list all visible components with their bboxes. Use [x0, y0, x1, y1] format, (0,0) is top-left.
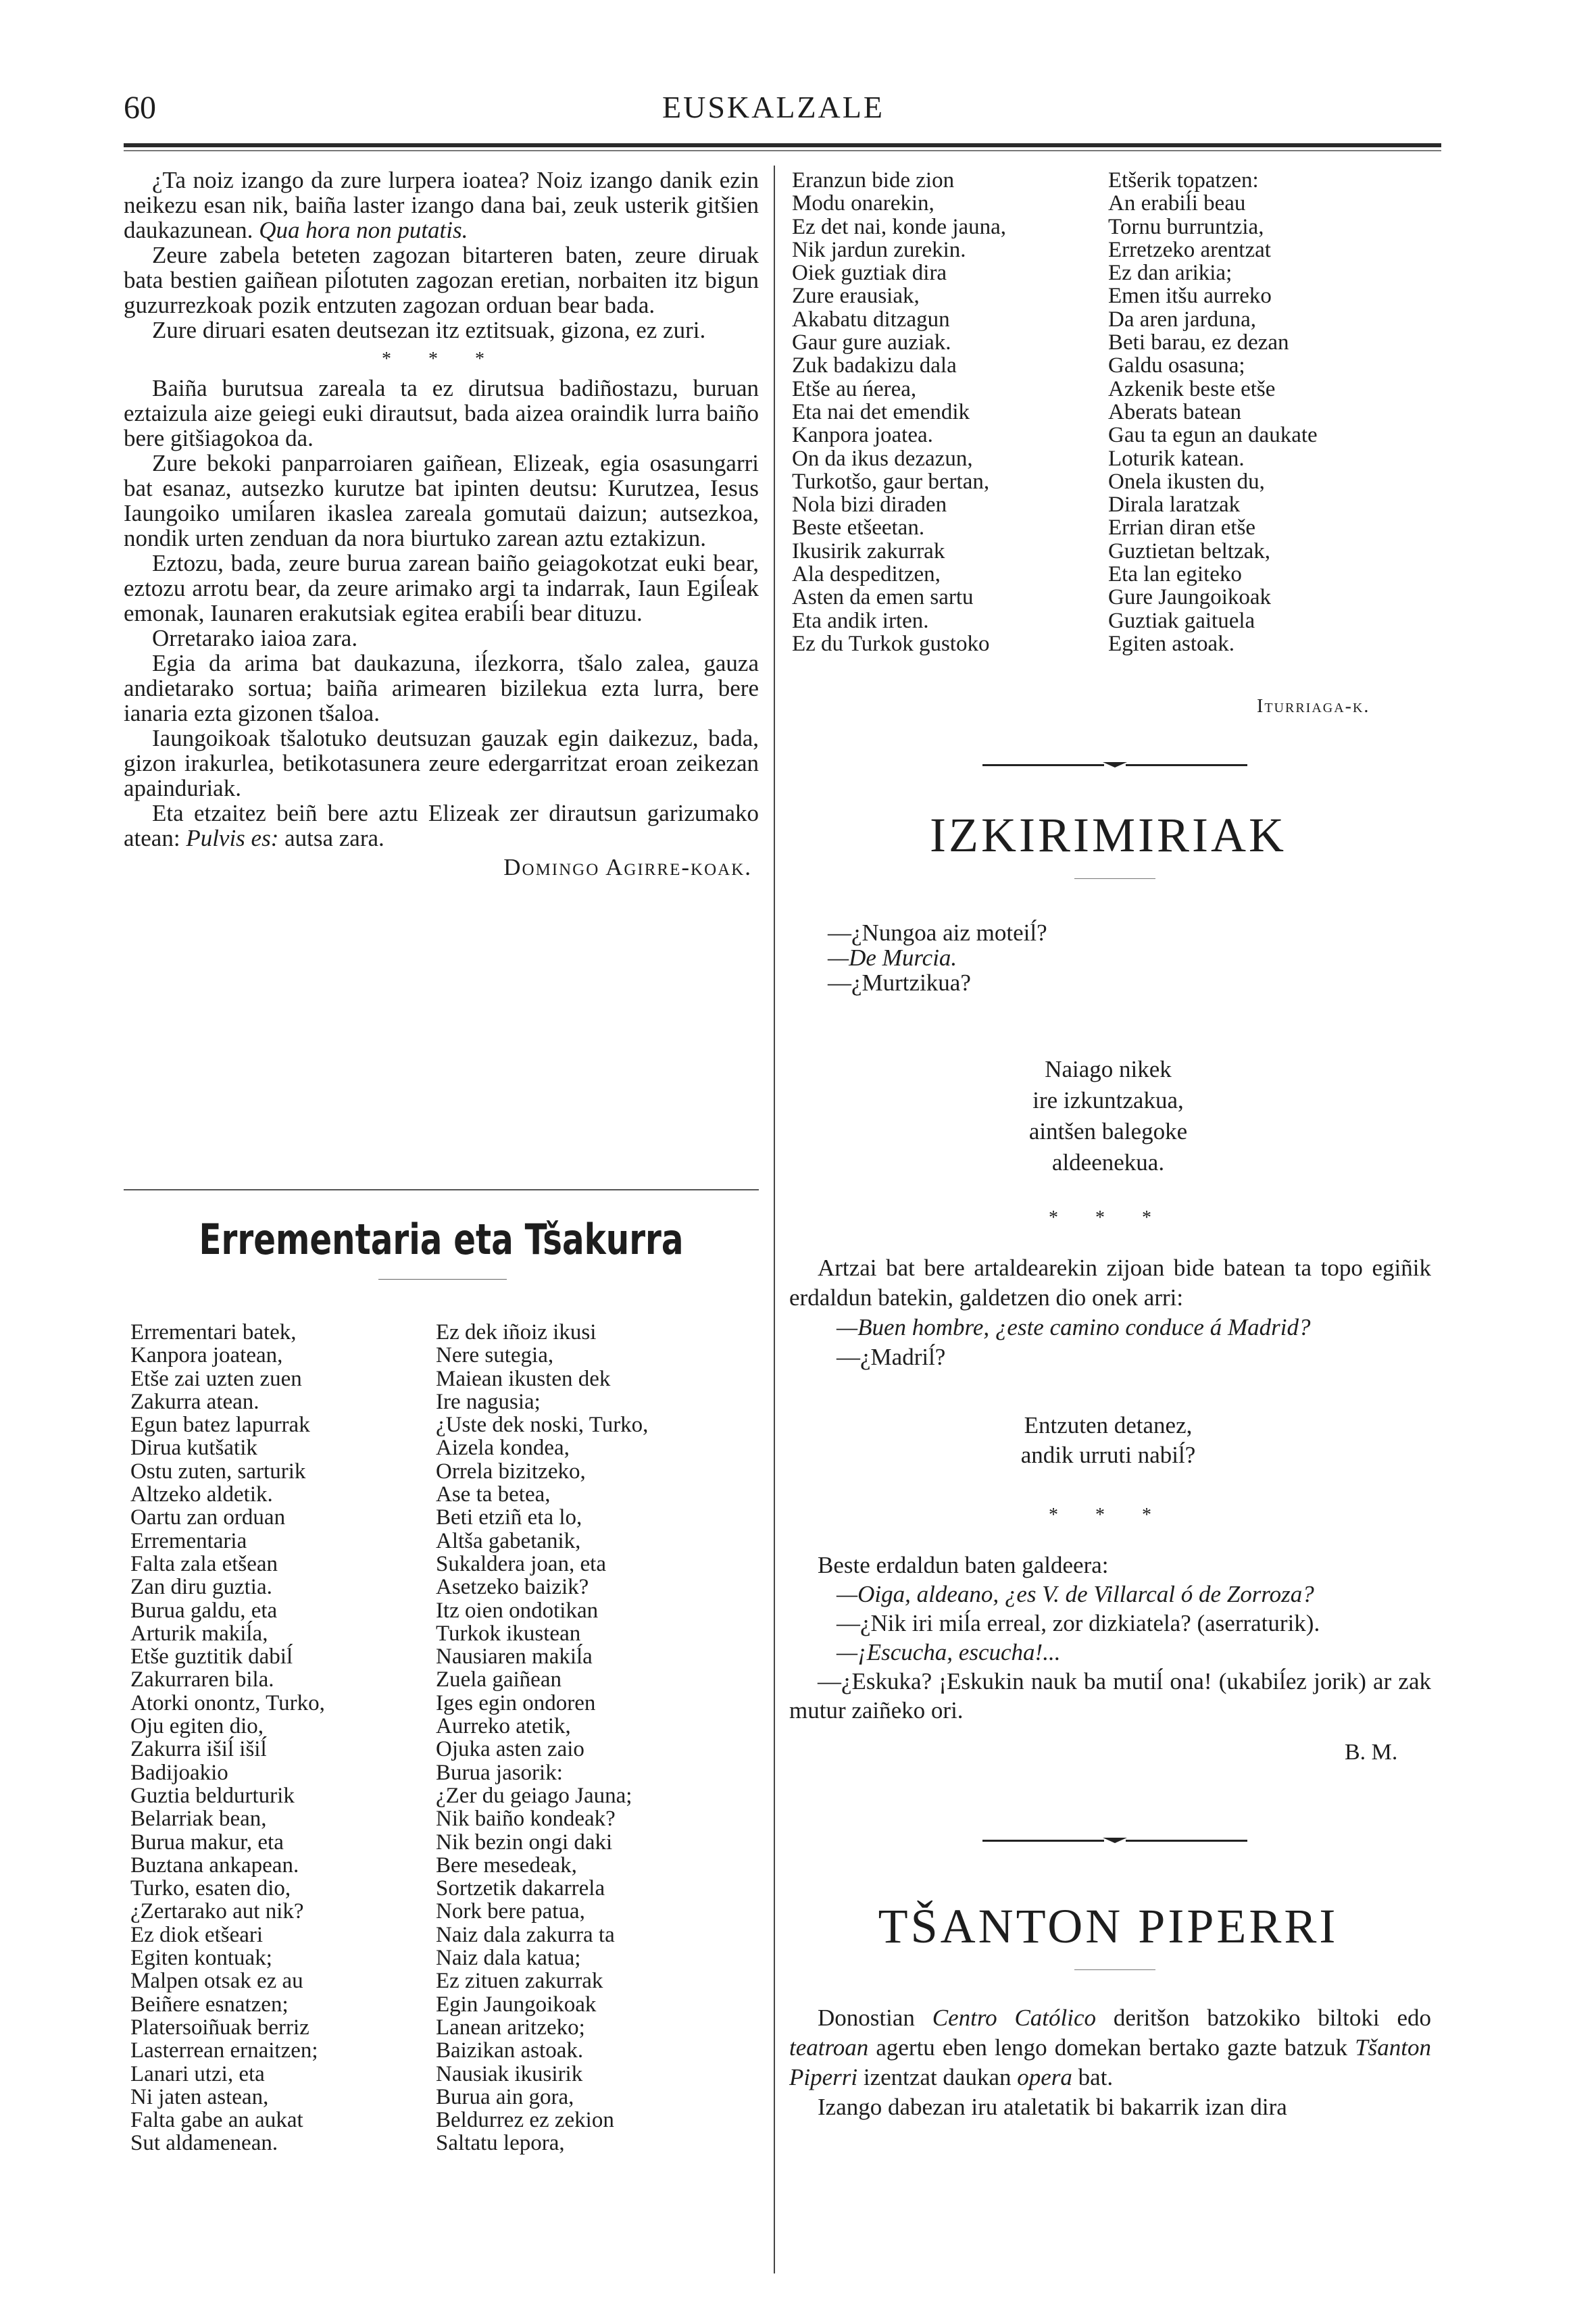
- verse-line: Burua jasorik:: [436, 1760, 563, 1785]
- verse-line: Bere mesedeak,: [436, 1853, 577, 1878]
- verse-line: Asetzeko baizik?: [436, 1575, 589, 1600]
- paragraph: Baiña burutsua zareala ta ez dirutsua badiñostazu, buruan eztaizula aize geiegi euki dirautsut, bada aizea oraindik lurra baiño bere gitšiagokoa da.: [124, 375, 759, 451]
- verse-line: Oiek guztiak dira: [792, 261, 947, 286]
- verse-line: ¿Zertarako aut nik?: [130, 1899, 304, 1924]
- verse-line: Oartu zan orduan: [130, 1505, 286, 1530]
- izkirimiriak-body-2: [789, 1551, 1431, 1725]
- verse-line: Altzeko aldetik.: [130, 1482, 273, 1507]
- verse-line: Onela ikusten du,: [1108, 469, 1265, 494]
- verse-line: Eranzun bide zion: [792, 168, 955, 193]
- verse-block-2: [784, 1411, 1432, 1470]
- paragraph: Beste erdaldun baten galdeera:: [818, 1552, 1109, 1578]
- verse-line: Beti barau, ez dezan: [1108, 330, 1289, 355]
- dialog-line: —¿Nungoa aiz moteiĺ?: [828, 920, 1047, 946]
- verse-line: Dirala laratzak: [1108, 493, 1241, 518]
- verse-line: Oju egiten dio,: [130, 1714, 264, 1739]
- verse-line: Falta gabe an aukat: [130, 2108, 303, 2133]
- izkirimiriak-title: IZKIRIMIRIAK: [930, 808, 1287, 862]
- verse-line: Beiñere esnatzen;: [130, 1992, 289, 2017]
- verse-line: aintšen balegoke: [1028, 1118, 1188, 1145]
- verse-line: Zakurra išiĺ išiĺ: [130, 1737, 267, 1762]
- verse-line: Lasterrean ernaitzen;: [130, 2038, 318, 2063]
- izkirimiriak-signature: B. M.: [1345, 1740, 1398, 1765]
- verse-line: Nausiak ikusirik: [436, 2061, 583, 2086]
- verse-line: aldeenekua.: [1051, 1149, 1165, 1176]
- verse-line: Baizikan astoak.: [436, 2038, 584, 2063]
- article-signature: Domingo Agirre-koak.: [503, 854, 752, 880]
- verse-line: Ez dan arikia;: [1108, 261, 1232, 286]
- title-underline: [1074, 878, 1155, 879]
- verse-line: Platersoiñuak berriz: [130, 2015, 309, 2040]
- verse-line: Eta andik irten.: [792, 608, 929, 633]
- verse-line: Aurreko atetik,: [436, 1714, 571, 1739]
- poem-column-1: [130, 1321, 414, 2155]
- verse-line: Ez diok etšeari: [130, 1922, 264, 1947]
- page-number: 60: [124, 90, 156, 126]
- verse-line: Beti etziñ eta lo,: [436, 1505, 582, 1530]
- verse-line: Sut aldamenean.: [130, 2131, 278, 2156]
- poem-column-2: [436, 1321, 753, 2155]
- title-underline: [378, 1279, 507, 1280]
- verse-line: Guztiak gaituela: [1108, 608, 1255, 633]
- izkirimiriak-body: [789, 1253, 1431, 1372]
- verse-line: Burua makur, eta: [130, 1830, 284, 1855]
- verse-line: Ez zituen zakurrak: [436, 1969, 603, 1994]
- poem-title: Errementaria eta Tšakurra: [199, 1215, 684, 1264]
- paragraph: Izango dabezan iru ataletatik bi bakarrik izan dira: [818, 2094, 1287, 2120]
- verse-line: Galdu osasuna;: [1108, 353, 1245, 378]
- verse-line: Beldurrez ez zekion: [436, 2108, 614, 2133]
- paragraph: Donostian Centro Católico deritšon batzokiko biltoki edo teatroan agertu eben lengo domekan bertako gazte batzuk Tšanton Piperri izentzat daukan opera bat.: [789, 2005, 1432, 2090]
- poem-cont-column-2: [1108, 169, 1439, 655]
- verse-line: Gaur gure auziak.: [792, 330, 951, 355]
- verse-line: Azkenik beste etše: [1108, 376, 1276, 401]
- verse-line: Nik jardun zurekin.: [792, 237, 966, 262]
- paragraph: Eztozu, bada, zeure burua zarean baiño geiagokotzat euki bear, eztozu arrotu bear, da zeure arimako argi ta indarrak, Iaun Egiĺeak emonak, Iaunaren erakutsiak egitea erabiĺi bear dituzu.: [124, 550, 759, 626]
- verse-line: Gau ta egun an daukate: [1108, 423, 1318, 448]
- verse-line: ¿Uste dek noski, Turko,: [436, 1413, 649, 1438]
- verse-line: ire izkuntzakua,: [1032, 1087, 1184, 1113]
- verse-line: Altša gabetanik,: [436, 1528, 581, 1553]
- verse-line: Beste etšeetan.: [792, 515, 925, 540]
- verse-line: Akabatu ditzagun: [792, 307, 950, 332]
- paragraph: Artzai bat bere artaldearekin zijoan bide batean ta topo egiñik erdaldun batekin, galdetzen dio onek arri:: [789, 1255, 1431, 1311]
- verse-line: Egiten kontuak;: [130, 1946, 272, 1971]
- verse-line: Naiago nikek: [1045, 1056, 1172, 1082]
- dialog-line: —¿Nik iri miĺa erreal, zor dizkiatela? (aserraturik).: [837, 1610, 1320, 1636]
- verse-line: An erabiĺi beau: [1108, 191, 1246, 216]
- verse-line: Emen itšu aurreko: [1108, 284, 1272, 309]
- verse-line: Buztana ankapean.: [130, 1853, 299, 1878]
- verse-line: Iges egin ondoren: [436, 1690, 596, 1715]
- section-rule: [124, 1189, 759, 1190]
- verse-line: Nork bere patua,: [436, 1899, 585, 1924]
- verse-line: Turkotšo, gaur bertan,: [792, 469, 990, 494]
- paragraph: Egia da arima bat daukazuna, iĺezkorra, tšalo zalea, gauza andietarako sortua; baiña arimearen bizilekua ezta lurra, bere ianaria ezta gizonen tšaloa.: [124, 650, 759, 726]
- verse-line: andik urruti nabiĺ?: [1020, 1442, 1196, 1468]
- verse-line: Erretzeko arentzat: [1108, 237, 1271, 262]
- verse-line: ¿Zer du geiago Jauna;: [436, 1783, 632, 1808]
- verse-line: Sortzetik dakarrela: [436, 1876, 605, 1901]
- verse-line: Malpen otsak ez au: [130, 1969, 303, 1994]
- verse-line: Burua ain gora,: [436, 2084, 574, 2109]
- dialog-line: —Oiga, aldeano, ¿es V. de Villarcal ó de Zorroza?: [837, 1581, 1314, 1607]
- paragraph: ¿Ta noiz izango da zure lurpera ioatea? Noiz izango danik ezin neikezu esan nik, baiña laster izango dana bai, zeuk usterik gitšien daukazunean. Qua hora non putatis.: [124, 167, 759, 243]
- verse-line: Nik baiño kondeak?: [436, 1807, 616, 1832]
- publication-title: EUSKALZALE: [662, 90, 884, 124]
- dialog-line: —¿Madriĺ?: [837, 1344, 946, 1370]
- verse-line: Nere sutegia,: [436, 1343, 554, 1368]
- dialog-line: —¿Murtzikua?: [828, 970, 971, 996]
- section-stars: * * *: [382, 349, 501, 370]
- verse-line: Nola bizi diraden: [792, 493, 947, 518]
- verse-line: Saltatu lepora,: [436, 2131, 565, 2156]
- verse-line: Lanean aritzeko;: [436, 2015, 585, 2040]
- verse-line: Etšerik topatzen:: [1108, 168, 1259, 193]
- header-rule: [124, 143, 1441, 147]
- verse-line: Zakurra atean.: [130, 1389, 259, 1414]
- verse-line: Eta lan egiteko: [1108, 562, 1242, 587]
- verse-line: Kanpora joatea.: [792, 423, 933, 448]
- paragraph: Eta etzaitez beiñ bere aztu Elizeak zer dirautsun garizumako atean: Pulvis es: autsa zara.: [124, 800, 759, 851]
- verse-line: Loturik katean.: [1108, 446, 1245, 471]
- verse-line: Dirua kutšatik: [130, 1436, 257, 1461]
- section-stars: * * *: [1049, 1207, 1168, 1228]
- section-stars: * * *: [1049, 1505, 1168, 1526]
- verse-line: Turkok ikustean: [436, 1621, 581, 1646]
- ornament-divider: [973, 762, 1257, 768]
- verse-line: Zuela gaiñean: [436, 1667, 562, 1692]
- column-divider: [774, 166, 775, 2273]
- verse-line: Errementaria: [130, 1528, 247, 1553]
- verse-line: Guztietan beltzak,: [1108, 538, 1271, 563]
- verse-line: Ire nagusia;: [436, 1389, 541, 1414]
- verse-line: Zure erausiak,: [792, 284, 920, 309]
- poem-signature: Iturriaga-k.: [1257, 696, 1370, 717]
- verse-line: Etše guztitik dabiĺ: [130, 1644, 293, 1669]
- verse-line: Ez du Turkok gustoko: [792, 631, 990, 656]
- verse-line: Naiz dala katua;: [436, 1946, 581, 1971]
- verse-line: Asten da emen sartu: [792, 585, 974, 610]
- verse-line: Egin Jaungoikoak: [436, 1992, 597, 2017]
- tsanton-body: [789, 2003, 1431, 2122]
- verse-line: Etše au ńerea,: [792, 376, 917, 401]
- title-underline: [1074, 1969, 1155, 1970]
- verse-line: Lanari utzi, eta: [130, 2061, 265, 2086]
- paragraph: Zure diruari esaten deutsezan itz eztitsuak, gizona, ez zuri.: [152, 317, 706, 343]
- verse-line: Ni jaten astean,: [130, 2084, 269, 2109]
- tsanton-title: TŠANTON PIPERRI: [878, 1899, 1339, 1953]
- verse-line: Ostu zuten, sarturik: [130, 1459, 306, 1484]
- paragraph: Orretarako iaioa zara.: [152, 625, 358, 651]
- verse-line: Gure Jaungoikoak: [1108, 585, 1272, 610]
- verse-line: Da aren jarduna,: [1108, 307, 1256, 332]
- verse-line: Badijoakio: [130, 1760, 228, 1785]
- verse-line: On da ikus dezazun,: [792, 446, 973, 471]
- verse-line: Naiz dala zakurra ta: [436, 1922, 615, 1947]
- verse-line: Maiean ikusten dek: [436, 1366, 611, 1391]
- verse-line: Entzuten detanez,: [1024, 1412, 1193, 1438]
- verse-line: Modu onarekin,: [792, 191, 934, 216]
- dialog-line: —¿Eskuka? ¡Eskukin nauk ba mutiĺ ona! (ukabiĺez jorik) ar zak mutur zaiñeko ori.: [789, 1668, 1431, 1724]
- dialog-line: —Buen hombre, ¿este camino conduce á Madrid?: [837, 1314, 1311, 1340]
- verse-line: Nik bezin ongi daki: [436, 1830, 613, 1855]
- verse-line: Eta nai det emendik: [792, 399, 970, 424]
- verse-line: Tornu burruntzia,: [1108, 214, 1264, 239]
- verse-block-1: [784, 1054, 1432, 1178]
- verse-line: Ez dek iñoiz ikusi: [436, 1320, 597, 1344]
- verse-line: Errementari batek,: [130, 1320, 297, 1344]
- verse-line: Atorki onontz, Turko,: [130, 1690, 325, 1715]
- article-left: [124, 168, 759, 880]
- verse-line: Kanpora joatean,: [130, 1343, 283, 1368]
- paragraph: Iaungoikoak tšalotuko deutsuzan gauzak egin daikezuz, bada, gizon irakurlea, betikotasunera zeure edergarritzat eroan zeikezan apainduriak.: [124, 725, 759, 801]
- poem-cont-column-1: [792, 169, 1103, 655]
- header-rule-thin: [124, 150, 1441, 151]
- verse-line: Etše zai uzten zuen: [130, 1366, 302, 1391]
- verse-line: Zan diru guztia.: [130, 1575, 272, 1600]
- verse-line: Egun batez lapurrak: [130, 1413, 310, 1438]
- ornament-divider: [973, 1838, 1257, 1843]
- verse-line: Itz oien ondotikan: [436, 1598, 599, 1623]
- verse-line: Ikusirik zakurrak: [792, 538, 945, 563]
- paragraph: Zure bekoki panparroiaren gaiñean, Elizeak, egia osasungarri bat esanaz, autsezko kurutze bat ipinten deutsu: Kurutzea, Iesus Iaungoiko umiĺaren ikaslea zareala gomutaü daizun; autsezkoa, nondik urten zenduan da nora biurtuko zarean aztu eztakizun.: [124, 450, 759, 551]
- verse-line: Nausiaren makiĺa: [436, 1644, 593, 1669]
- verse-line: Aberats batean: [1108, 399, 1241, 424]
- verse-line: Ase ta betea,: [436, 1482, 551, 1507]
- verse-line: Guztia beldurturik: [130, 1783, 295, 1808]
- verse-line: Sukaldera joan, eta: [436, 1551, 606, 1576]
- verse-line: Zuk badakizu dala: [792, 353, 957, 378]
- verse-line: Orrela bizitzeko,: [436, 1459, 586, 1484]
- verse-line: Ojuka asten zaio: [436, 1737, 584, 1762]
- verse-line: Ala despeditzen,: [792, 562, 941, 587]
- verse-line: Ez det nai, konde jauna,: [792, 214, 1007, 239]
- verse-line: Belarriak bean,: [130, 1807, 267, 1832]
- verse-line: Burua galdu, eta: [130, 1598, 278, 1623]
- dialog-line: —De Murcia.: [828, 945, 957, 971]
- verse-line: Turko, esaten dio,: [130, 1876, 291, 1901]
- verse-line: Aizela kondea,: [436, 1436, 570, 1461]
- verse-line: Falta zala etšean: [130, 1551, 278, 1576]
- dialog-1: [828, 920, 1436, 995]
- verse-line: Errian diran etše: [1108, 515, 1256, 540]
- verse-line: Arturik makiĺa,: [130, 1621, 268, 1646]
- verse-line: Egiten astoak.: [1108, 631, 1235, 656]
- verse-line: Zakurraren bila.: [130, 1667, 274, 1692]
- dialog-line: —¡Escucha, escucha!...: [837, 1639, 1061, 1665]
- paragraph: Zeure zabela beteten zagozan bitarteren baten, zeure diruak bata bestien gaiñean piĺotuten zagozan eretian, norbaiten itz bigun guzurrezkoak pozik entzuten zagozan orduan bear bada.: [124, 242, 759, 318]
